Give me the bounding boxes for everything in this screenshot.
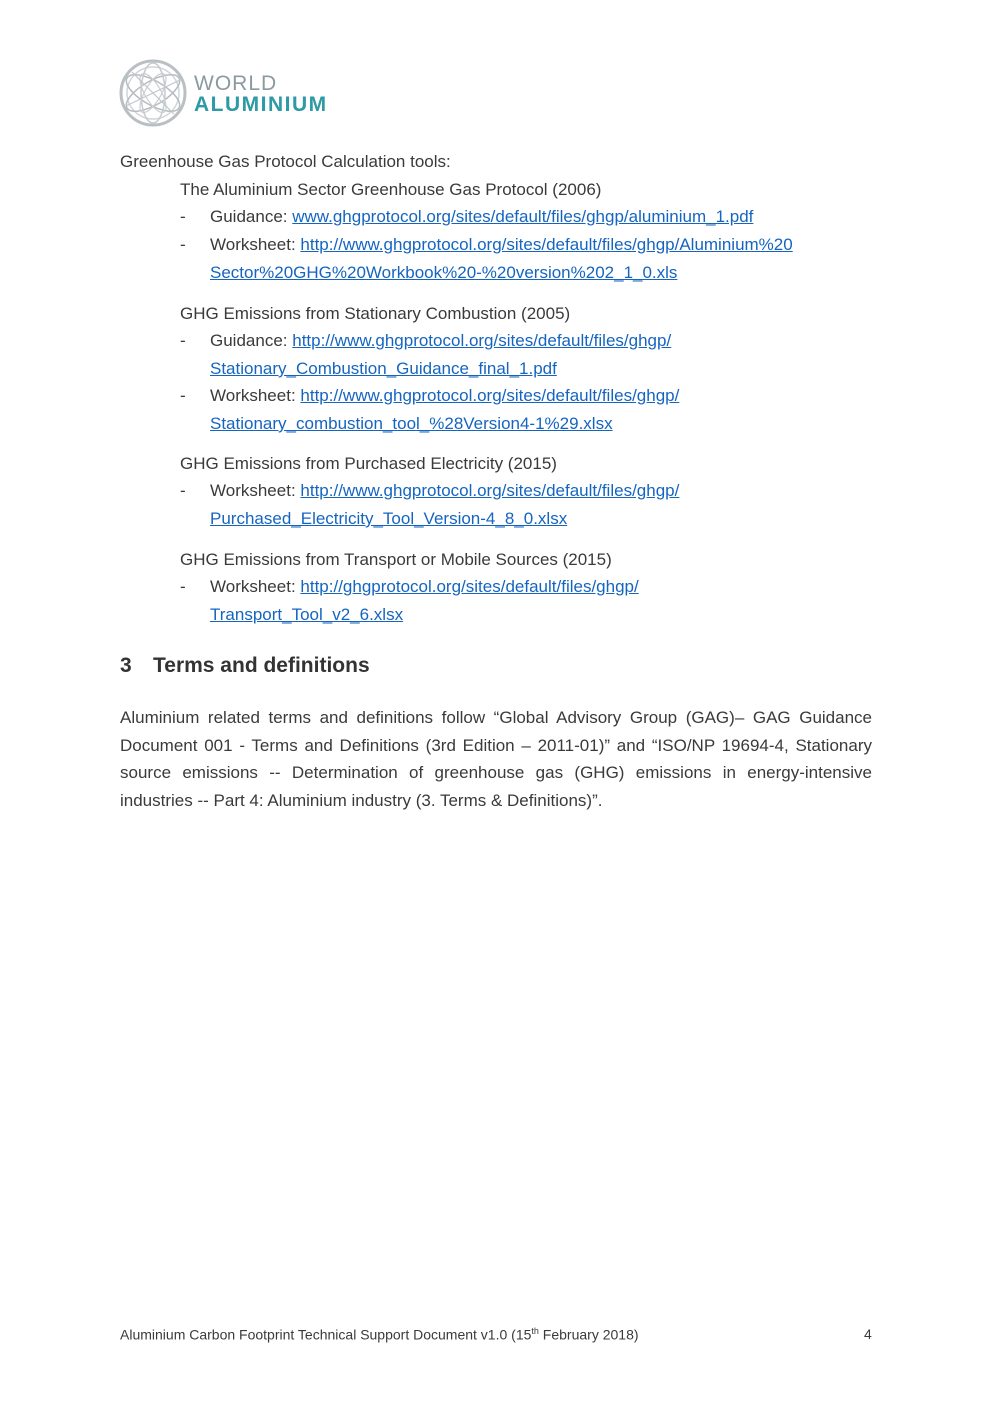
section-title: GHG Emissions from Purchased Electricity (2015) xyxy=(180,454,557,473)
worksheet-link-cont[interactable]: Purchased_Electricity_Tool_Version-4_8_0.xlsx xyxy=(210,509,568,528)
link-continuation xyxy=(210,359,557,379)
worksheet-link[interactable]: http://www.ghgprotocol.org/sites/default/files/ghgp/Aluminium%20 xyxy=(300,235,793,254)
list-item xyxy=(210,235,793,255)
list-item xyxy=(210,481,679,501)
footer-text: Aluminium Carbon Footprint Technical Support Document v1.0 (15 xyxy=(120,1326,532,1343)
footer-text-end: February 2018) xyxy=(538,1326,639,1343)
list-item xyxy=(210,386,679,406)
section-title: GHG Emissions from Stationary Combustion (2005) xyxy=(180,304,571,323)
bullet-marker: - xyxy=(180,386,186,405)
worksheet-link-cont[interactable]: Transport_Tool_v2_6.xlsx xyxy=(210,605,404,624)
worksheet-link-cont[interactable]: Sector%20GHG%20Workbook%20-%20version%202_1_0.xls xyxy=(210,263,678,282)
list-item xyxy=(210,331,671,351)
list-item xyxy=(210,207,753,227)
globe-icon xyxy=(118,58,188,128)
item-label: Worksheet: xyxy=(210,235,301,254)
link-continuation xyxy=(210,263,677,283)
item-label: Worksheet: xyxy=(210,386,301,405)
bullet-marker: - xyxy=(180,207,186,226)
section-title: The Aluminium Sector Greenhouse Gas Protocol (2006) xyxy=(180,180,602,199)
item-label: Guidance: xyxy=(210,331,293,350)
guidance-link-cont[interactable]: Stationary_Combustion_Guidance_final_1.pdf xyxy=(210,359,557,378)
worksheet-link[interactable]: http://www.ghgprotocol.org/sites/default/files/ghgp/ xyxy=(300,386,680,405)
heading-title: Terms and definitions xyxy=(153,654,370,677)
worksheet-link-cont[interactable]: Stationary_combustion_tool_%28Version4-1%29.xlsx xyxy=(210,414,613,433)
heading-number: 3 xyxy=(120,654,132,677)
footer-sup: th xyxy=(531,1326,539,1336)
page-number: 4 xyxy=(864,1326,872,1342)
logo-line-2: ALUMINIUM xyxy=(194,93,328,116)
world-aluminium-logo xyxy=(118,58,333,130)
item-label: Guidance: xyxy=(210,207,293,226)
worksheet-link[interactable]: http://www.ghgprotocol.org/sites/default/files/ghgp/ xyxy=(300,481,680,500)
link-continuation xyxy=(210,605,403,625)
item-label: Worksheet: xyxy=(210,481,301,500)
section-heading xyxy=(120,654,370,678)
page-footer xyxy=(120,1326,639,1343)
definitions-paragraph: Aluminium related terms and definitions follow “Global Advisory Group (GAG)– GAG Guidance Document 001 - Terms and Definitions (3rd Edition – 2011-01)” and “ISO/NP 19694-4, Stationary source emissions -- Determination of greenhouse gas (GHG) emissions in energy-intensive industries -- Part 4: Aluminium industry (3. Terms & Definitions)”. xyxy=(120,708,872,810)
bullet-marker: - xyxy=(180,481,186,500)
bullet-marker: - xyxy=(180,577,186,596)
item-label: Worksheet: xyxy=(210,577,301,596)
section-title: GHG Emissions from Transport or Mobile Sources (2015) xyxy=(180,550,612,569)
bullet-marker: - xyxy=(180,331,186,350)
bullet-marker: - xyxy=(180,235,186,254)
logo-line-1: WORLD xyxy=(194,72,278,95)
intro-text: Greenhouse Gas Protocol Calculation tools: xyxy=(120,152,451,171)
guidance-link[interactable]: http://www.ghgprotocol.org/sites/default/files/ghgp/ xyxy=(292,331,672,350)
list-item xyxy=(210,577,639,597)
worksheet-link[interactable]: http://ghgprotocol.org/sites/default/files/ghgp/ xyxy=(300,577,639,596)
link-continuation xyxy=(210,414,613,434)
link-continuation xyxy=(210,509,567,529)
guidance-link[interactable]: www.ghgprotocol.org/sites/default/files/ghgp/aluminium_1.pdf xyxy=(292,207,754,226)
